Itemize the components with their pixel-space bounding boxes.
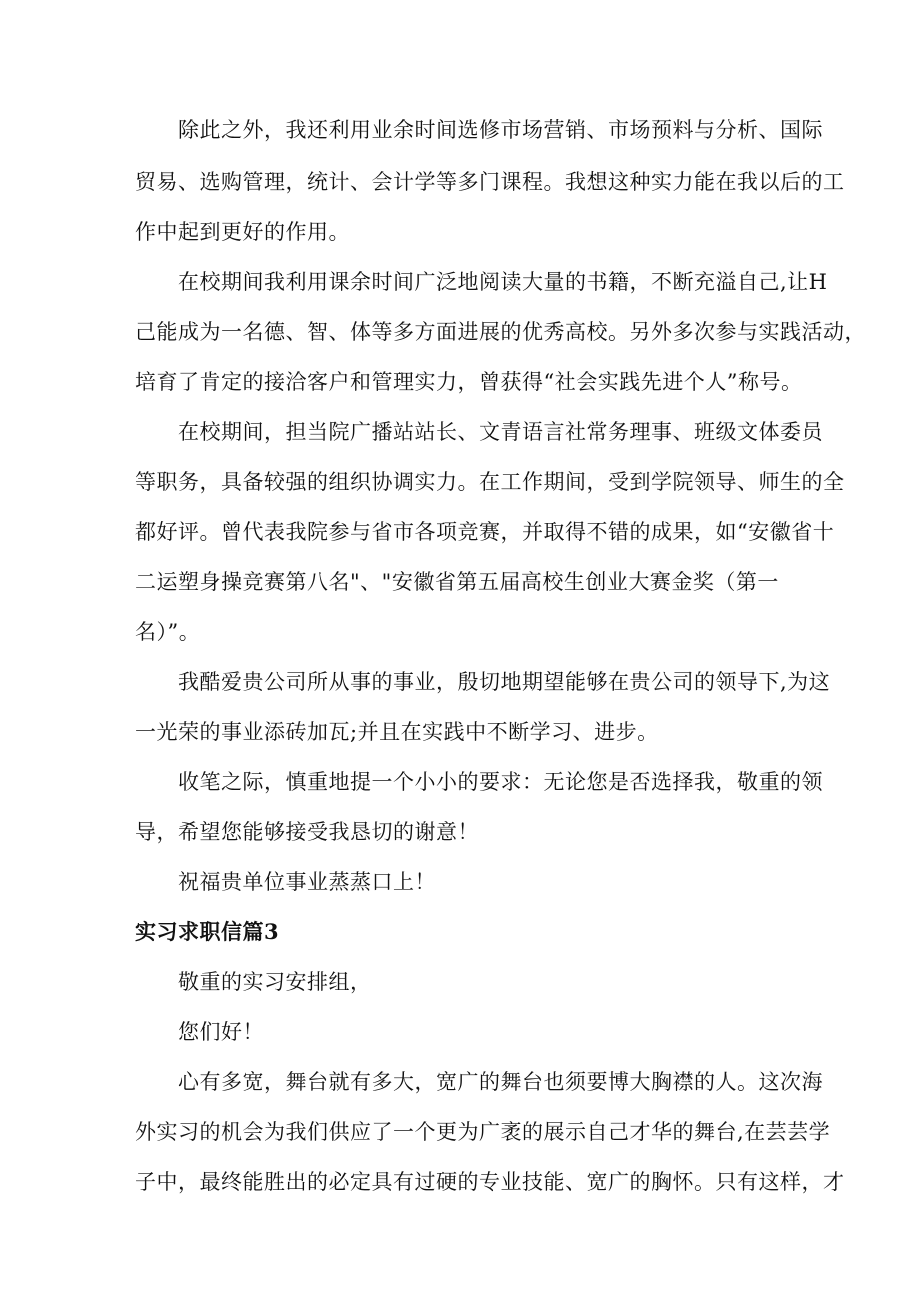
text-line: 除此之外，我还利用业余时间选修市场营销、市场预料与分析、国际 — [178, 118, 823, 142]
text-line: 二运塑身操竞赛第八名"、"安徽省第五届高校生创业大赛金奖（第一 — [135, 570, 779, 594]
text-line: 祝福贵单位事业蒸蒸口上！ — [178, 870, 436, 894]
text-line: 外实习的机会为我们供应了一个更为广袤的展示自己才华的舞台,在芸芸学 — [135, 1120, 831, 1144]
text-line: 己能成为一名德、智、体等多方面进展的优秀高校。另外多次参与实践活动， — [135, 320, 866, 344]
text-line: 在校期间我利用课余时间广泛地阅读大量的书籍，不断充溢自己,让H — [178, 270, 828, 294]
text-line: 心有多宽，舞台就有多大，宽广的舞台也须要博大胸襟的人。这次海 — [178, 1070, 823, 1094]
text-line: 我酷爱贵公司所从事的事业，殷切地期望能够在贵公司的领导下,为这 — [178, 670, 831, 694]
text-line: 导，希望您能够接受我恳切的谢意！ — [135, 820, 479, 844]
text-line: 收笔之际，慎重地提一个小小的要求：无论您是否选择我，敬重的领 — [178, 770, 823, 794]
greeting-line: 您们好！ — [178, 1020, 264, 1044]
text-line: 名）”。 — [135, 620, 201, 644]
text-line: 在校期间，担当院广播站站长、文青语言社常务理事、班级文体委员 — [178, 420, 823, 444]
section-heading: 实习求职信篇3 — [135, 919, 280, 944]
text-line: 贸易、选购管理，统计、会计学等多门课程。我想这种实力能在我以后的工 — [135, 170, 845, 194]
text-line: 培育了肯定的接洽客户和管理实力，曾获得“社会实践先进个人”称号。 — [135, 370, 803, 394]
text-line: 作中起到更好的作用。 — [135, 220, 350, 244]
text-line: 子中，最终能胜出的必定具有过硬的专业技能、宽广的胸怀。只有这样，才 — [135, 1170, 845, 1194]
text-line: 一光荣的事业添砖加瓦;并且在实践中不断学习、进步。 — [135, 720, 659, 744]
text-line: 等职务，具备较强的组织协调实力。在工作期间，受到学院领导、师生的全 — [135, 470, 845, 494]
text-line: 都好评。曾代表我院参与省市各项竞赛，并取得不错的成果，如“安徽省十 — [135, 520, 835, 544]
salutation-line: 敬重的实习安排组， — [178, 970, 372, 994]
